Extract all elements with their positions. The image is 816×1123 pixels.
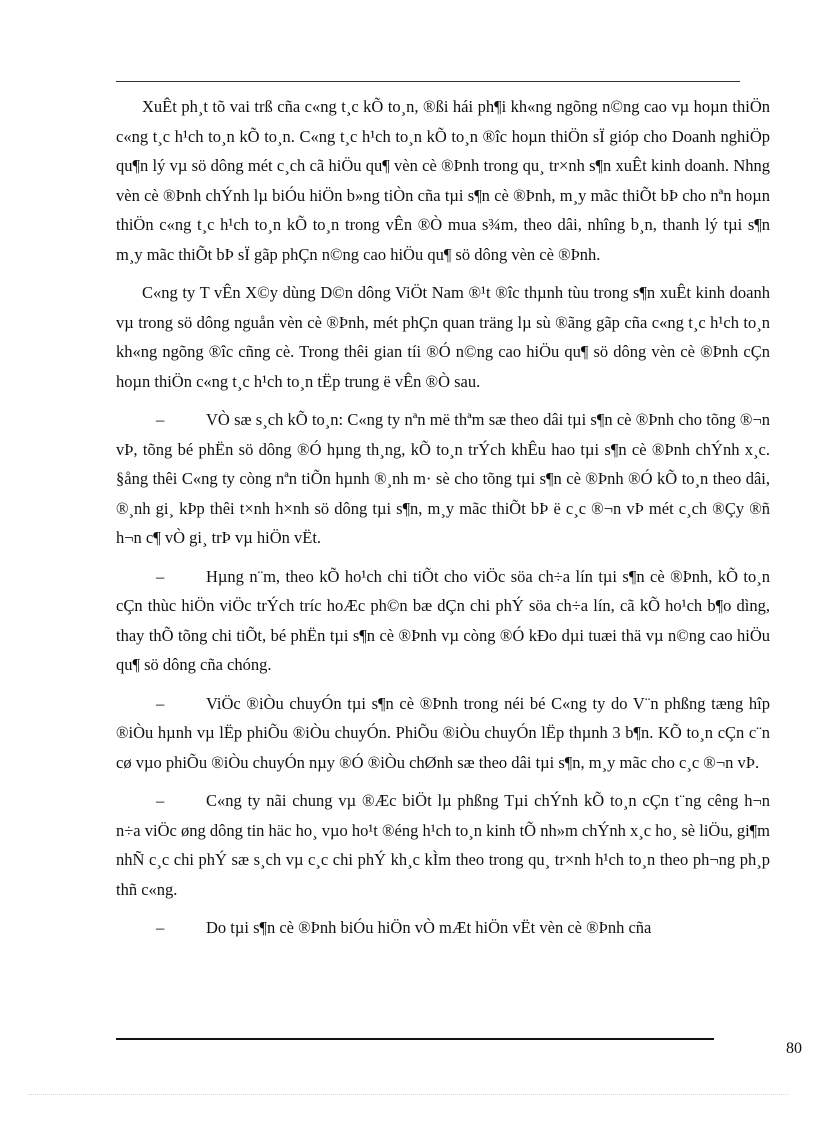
dash-marker: – bbox=[156, 693, 165, 713]
dash-item-text: C«ng ty nãi chung vµ ®Æc biÖt lµ phßng Tµi chÝnh kÕ to¸n cÇn t¨ng cêng h¬n n÷a viÖc øng dông tin häc ho¸ vµo ho¹t ®éng h¹ch to¸n kinh tÕ nh»m chÝnh x¸c ho¸ sè liÖu, gi¶m nhÑ c¸c chi phÝ sæ s¸ch vµ c¸c chi phÝ kh¸c kÌm theo trong qu¸ tr×nh h¹ch to¸n theo ph¬ng ph¸p thñ c«ng. bbox=[116, 791, 770, 899]
page-number: 80 bbox=[786, 1040, 802, 1057]
dash-item bbox=[116, 689, 770, 778]
dash-item-text: Hµng n¨m, theo kÕ ho¹ch chi tiÕt cho viÖc söa ch÷a lín tµi s¶n cè ®Þnh, kÕ to¸n cÇn thùc hiÖn viÖc trÝch tríc hoÆc ph©n bæ dÇn chi phÝ söa ch÷a lín, cã kÕ ho¹ch b¶o dìng, thay thÕ tõng chi tiÕt, bé phËn tµi s¶n cè ®Þnh vµ còng ®Ó kÐo dµi tuæi thä vµ n©ng cao hiÖu qu¶ sö dông cña chóng. bbox=[116, 566, 770, 674]
paragraph: XuÊt ph¸t tõ vai trß cña c«ng t¸c kÕ to¸n, ®ßi hái ph¶i kh«ng ngõng n©ng cao vµ hoµn thiÖn c«ng t¸c h¹ch to¸n kÕ to¸n. C«ng t¸c h¹ch to¸n kÕ to¸n ®îc hoµn thiÖn sÏ gióp cho Doanh nghiÖp qu¶n lý vµ sö dông mét c¸ch cã hiÖu qu¶ vèn cè ®Þnh trong qu¸ tr×nh s¶n xuÊt kinh doanh. Nhng vèn cè ®Þnh chÝnh lµ biÓu hiÖn b»ng tiÒn cña tµi s¶n cè ®Þnh, m¸y mãc thiÕt bÞ cho nªn hoµn thiÖn c«ng t¸c h¹ch to¸n kÕ to¸n trong vÊn ®Ò mua s¾m, theo dâi, nhîng b¸n, thanh lý tµi s¶n m¸y mãc thiÕt bÞ sÏ gãp phÇn n©ng cao hiÖu qu¶ sö dông vèn cè ®Þnh. bbox=[116, 97, 770, 264]
dash-item bbox=[116, 405, 770, 553]
dash-item-text: Do tµi s¶n cè ®Þnh biÓu hiÖn vÒ mÆt hiÖn vËt vèn cè ®Þnh cña bbox=[206, 918, 652, 937]
dash-marker: – bbox=[156, 410, 165, 429]
page-edge-divider bbox=[28, 1094, 788, 1095]
dash-marker: – bbox=[156, 918, 165, 937]
dash-item-text: VÒ sæ s¸ch kÕ to¸n: C«ng ty nªn më thªm sæ theo dâi tµi s¶n cè ®Þnh cho tõng ®¬n vÞ, tõng bé phËn sö dông ®Ó hµng th¸ng, kÕ to¸n trÝch khÊu hao tµi s¶n cè ®Þnh chÝnh x¸c. §ång thêi C«ng ty còng nªn tiÕn hµnh ®¸nh m· sè cho tõng tµi s¶n cè ®Þnh ®Ó kÕ to¸n theo dâi, ®¸nh gi¸ kÞp thêi t×nh h×nh sö dông tµi s¶n, m¸y mãc thiÕt bÞ ë c¸c ®¬n vÞ mét c¸ch ®Çy ®ñ h¬n c¶ vÒ gi¸ trÞ vµ hiÖn vËt. bbox=[116, 410, 770, 547]
dash-marker: – bbox=[156, 566, 165, 586]
dash-item bbox=[116, 562, 770, 680]
dash-item bbox=[116, 913, 770, 943]
dash-item-text: ViÖc ®iÒu chuyÓn tµi s¶n cè ®Þnh trong néi bé C«ng ty do V¨n phßng tæng hîp ®iÒu hµnh vµ lËp phiÕu ®iÒu chuyÓn. PhiÕu ®iÒu chuyÓn lËp thµnh 3 b¶n. KÕ to¸n cÇn c¨n cø vµo phiÕu ®iÒu chuyÓn nµy ®Ó ®iÒu chØnh sæ theo dâi tµi s¶n, m¸y mãc cho c¸c ®¬n vÞ. bbox=[116, 693, 770, 772]
paragraph: C«ng ty T vÊn X©y dùng D©n dông ViÖt Nam ®¹t ®îc thµnh tùu trong s¶n xuÊt kinh doanh vµ trong sö dông nguån vèn cè ®Þnh, mét phÇn quan träng lµ sù ®ãng gãp cña c«ng t¸c h¹ch to¸n kh«ng ngõng ®îc cñng cè. Trong thêi gian tíi ®Ó n©ng cao hiÖu qu¶ sö dông vèn cè ®Þnh cÇn hoµn thiÖn c«ng t¸c h¹ch to¸n tËp trung ë vÊn ®Ò sau. bbox=[116, 283, 770, 391]
dash-marker: – bbox=[156, 791, 165, 810]
header-rule bbox=[116, 81, 740, 82]
dash-item bbox=[116, 786, 770, 904]
footer-rule bbox=[116, 1038, 714, 1040]
body-text bbox=[116, 92, 770, 952]
